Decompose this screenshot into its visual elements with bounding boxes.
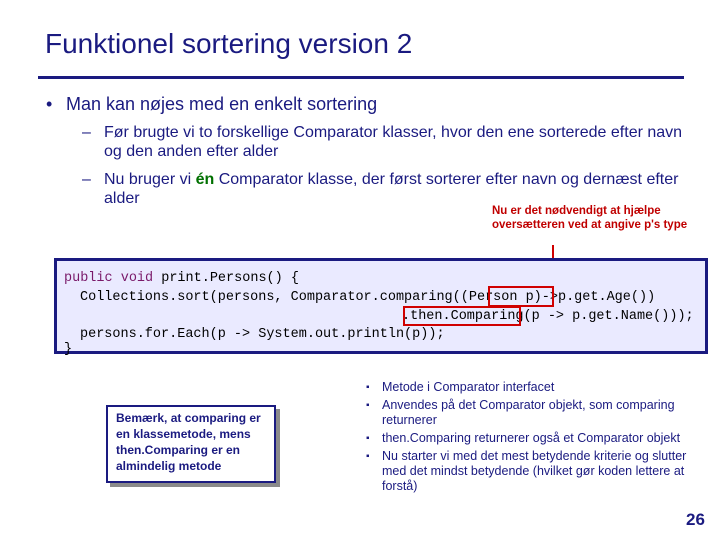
sub-bullet-2-text-start: Nu bruger vi [104, 171, 196, 188]
sub-bullet-2-text-end: Comparator klasse, der først sorterer efter navn og dernæst efter alder [104, 171, 679, 207]
dash-icon: – [82, 124, 91, 141]
list-item [366, 380, 696, 395]
bullet-main-text: Man kan nøjes med en enkelt sortering [66, 94, 378, 114]
bullet-dot-icon: ▪ [366, 400, 370, 411]
dash-icon: – [82, 171, 91, 188]
sub-bullet-1-text: Før brugte vi to forskellige Comparator klasser, hvor den ene sorterede efter navn og den anden efter alder [104, 124, 683, 160]
highlight-person-type [488, 286, 554, 307]
list-item [366, 431, 696, 446]
bullet-main [46, 94, 377, 115]
list-item-text: then.Comparing returnerer også et Comparator objekt [382, 431, 681, 445]
list-item-text: Anvendes på det Comparator objekt, som comparing returnerer [382, 398, 675, 427]
code-line-2: Collections.sort(persons, Comparator.comparing((Person p)->p.get.Age()) [80, 290, 656, 305]
bullet-dot-icon: ▪ [366, 382, 370, 393]
code-line-1-rest: print.Persons() { [153, 271, 299, 286]
code-line-4: persons.for.Each(p -> System.out.println(p)); [80, 327, 445, 342]
bullet-dot-icon: • [46, 94, 53, 114]
bullet-dot-icon: ▪ [366, 433, 370, 444]
callout-note: Nu er det nødvendigt at hjælpe oversætteren ved at angive p's type [492, 205, 688, 231]
highlight-thencomparing [403, 306, 521, 326]
list-item-text: Metode i Comparator interfacet [382, 380, 555, 394]
list-item-text: Nu starter vi med det mest betydende kriterie og slutter med det mindst betydende (hvilket gør koden lettere at forstå) [382, 449, 687, 493]
sub-bullet-1 [82, 123, 704, 161]
sub-bullet-2-emphasis: én [195, 171, 215, 188]
slide-title: Funktionel sortering version 2 [45, 28, 413, 59]
code-line-1 [64, 269, 299, 288]
page-number: 26 [686, 510, 705, 529]
code-keyword-void: void [120, 271, 154, 286]
code-keyword-public: public [64, 271, 113, 286]
right-bullet-list [366, 380, 696, 497]
code-line-5: } [64, 342, 73, 357]
title-divider [38, 76, 684, 79]
list-item [366, 398, 696, 428]
remark-box: Bemærk, at comparing er en klassemetode, mens then.Comparing er en almindelig metode [106, 405, 276, 483]
list-item [366, 449, 696, 494]
bullet-dot-icon: ▪ [366, 451, 370, 462]
code-line-3: .then.Comparing(p -> p.get.Name())); [402, 309, 694, 324]
sub-bullet-2 [82, 170, 704, 208]
